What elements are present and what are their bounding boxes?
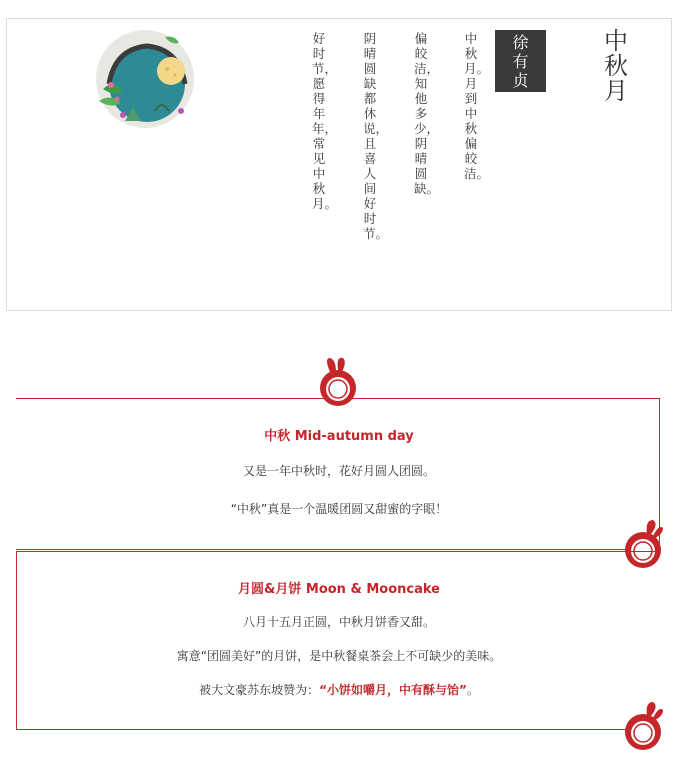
author-char: 徐	[512, 33, 529, 52]
section1-line-1: 又是一年中秋时，花好月圆人团圆。	[242, 464, 435, 478]
quote-highlight: “小饼如嚼月，中有酥与饴”	[319, 683, 467, 697]
poem-column-2: 偏皎洁，知他多少，阴晴圆缺。	[414, 31, 440, 196]
poem-column-1: 中秋月。月到中秋偏皎洁。	[464, 31, 490, 181]
section2-quote-line	[0, 681, 678, 698]
author-char: 有	[512, 52, 529, 71]
quote-prefix: 被大文豪苏东坡赞为：	[199, 683, 320, 697]
section2-line-2: 寓意“团圆美好”的月饼，是中秋餐桌茶会上不可缺少的美味。	[176, 649, 502, 663]
poem-title: 中秋月	[604, 27, 628, 105]
quote-suffix: 。	[466, 683, 479, 697]
poem-column-4: 好时节，愿得年年，常见中秋月。	[312, 31, 338, 211]
section2-title: 月圆&月饼 Moon & Mooncake	[238, 582, 440, 597]
author-badge	[495, 30, 546, 92]
poem-card	[6, 18, 672, 311]
poem-column-3: 阴晴圆缺都休说，且喜人间好时节。	[363, 31, 389, 241]
section2-line-1: 八月十五月正圆，中秋月饼香又甜。	[242, 615, 435, 629]
author-char: 贞	[512, 71, 529, 90]
rabbit-emblem-icon	[316, 356, 360, 408]
moon-illustration	[95, 29, 195, 129]
section1-line-2: “中秋”真是一个温暖团圆又甜蜜的字眼！	[230, 502, 448, 516]
section1-title: 中秋 Mid-autumn day	[264, 429, 414, 444]
rabbit-emblem-icon	[621, 700, 665, 752]
